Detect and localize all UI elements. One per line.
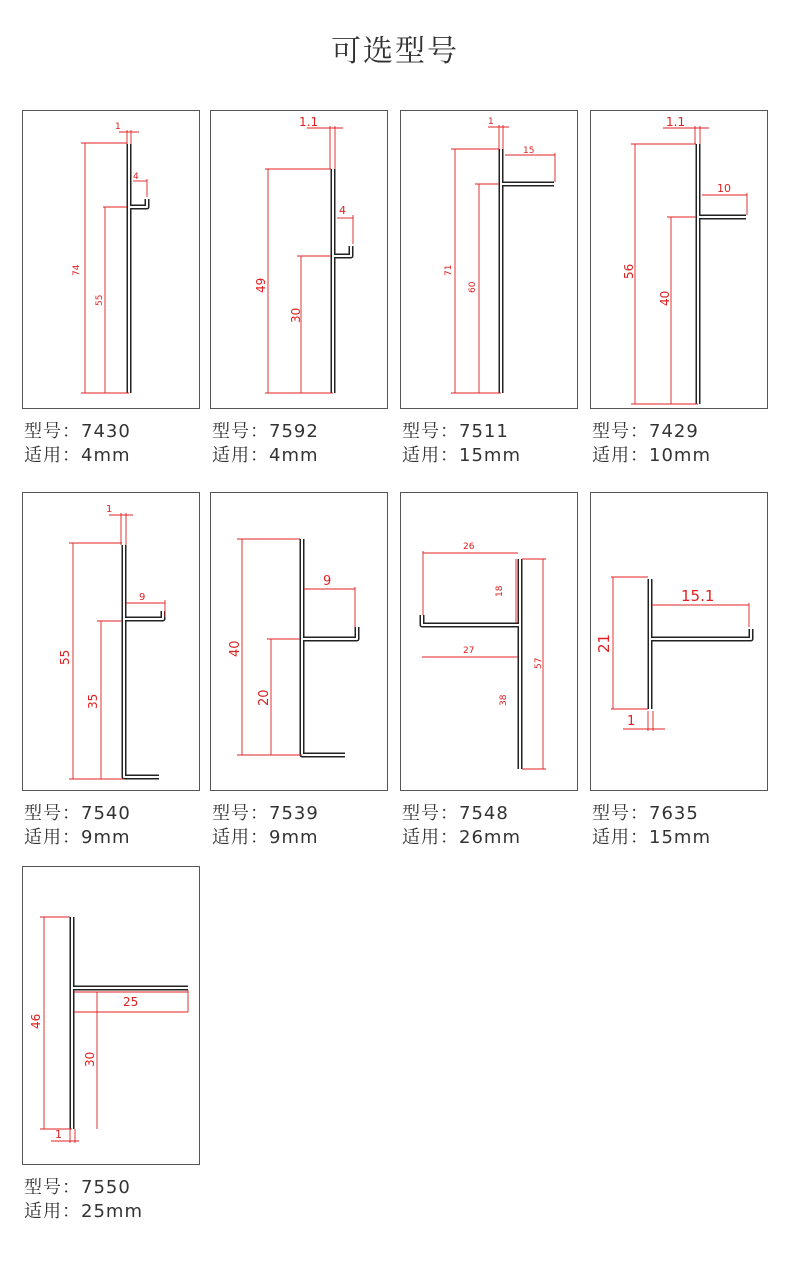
product-caption <box>212 802 319 850</box>
fit-label: 适用： <box>402 445 459 466</box>
fit-size: 25mm <box>81 1201 143 1222</box>
dim-label: 40 <box>228 640 243 657</box>
product-caption <box>592 802 711 850</box>
dim-label: 20 <box>257 689 272 706</box>
model-number: 7635 <box>649 803 699 824</box>
dim-label: 56 <box>622 263 636 279</box>
dim-label: 1 <box>488 117 494 127</box>
dim-label: 18 <box>495 585 505 597</box>
dim-label: 9 <box>323 574 332 589</box>
fit-size: 4mm <box>81 445 131 466</box>
profile-drawing <box>400 492 578 791</box>
dim-label: 15.1 <box>681 587 715 605</box>
profile-diagram-7539 <box>211 493 389 792</box>
dim-label: 35 <box>86 693 100 709</box>
fit-label: 适用： <box>592 827 649 848</box>
fit-size: 9mm <box>269 827 319 848</box>
product-caption <box>402 420 521 468</box>
model-label: 型号： <box>24 1177 81 1198</box>
dim-label: 49 <box>254 277 268 293</box>
model-number: 7592 <box>269 421 319 442</box>
product-caption <box>24 802 131 850</box>
profile-diagram-7511 <box>401 111 579 410</box>
dim-label: 15 <box>523 146 535 156</box>
dim-label: 1.1 <box>666 115 686 129</box>
fit-size: 26mm <box>459 827 521 848</box>
dim-label: 55 <box>58 649 72 665</box>
profile-drawing <box>590 110 768 409</box>
dim-label: 21 <box>595 633 613 653</box>
dim-label: 40 <box>658 290 672 306</box>
profile-diagram-7635 <box>591 493 769 792</box>
dim-label: 74 <box>72 264 82 276</box>
model-label: 型号： <box>592 803 649 824</box>
fit-label: 适用： <box>24 827 81 848</box>
dim-label: 4 <box>133 172 139 182</box>
fit-size: 15mm <box>649 827 711 848</box>
profile-drawing <box>210 110 388 409</box>
profile-diagram-7540 <box>23 493 201 792</box>
dim-label: 4 <box>339 204 346 217</box>
model-label: 型号： <box>24 421 81 442</box>
dim-label: 30 <box>83 1051 97 1067</box>
product-caption <box>24 420 131 468</box>
product-caption <box>592 420 711 468</box>
page-title: 可选型号 <box>331 34 459 69</box>
fit-label: 适用： <box>592 445 649 466</box>
dim-label: 55 <box>95 294 105 306</box>
product-caption <box>402 802 521 850</box>
model-label: 型号： <box>402 421 459 442</box>
model-number: 7540 <box>81 803 131 824</box>
fit-size: 4mm <box>269 445 319 466</box>
model-number: 7430 <box>81 421 131 442</box>
model-number: 7511 <box>459 421 509 442</box>
model-number: 7548 <box>459 803 509 824</box>
profile-diagram-7592 <box>211 111 389 410</box>
fit-label: 适用： <box>24 445 81 466</box>
model-label: 型号： <box>592 421 649 442</box>
model-label: 型号： <box>402 803 459 824</box>
model-label: 型号： <box>212 421 269 442</box>
dim-label: 46 <box>29 1013 43 1029</box>
profile-drawing <box>22 866 200 1165</box>
profile-drawing <box>210 492 388 791</box>
dim-label: 1 <box>55 1128 62 1141</box>
dim-label: 9 <box>139 592 146 603</box>
dim-label: 38 <box>499 694 509 706</box>
dim-label: 27 <box>463 646 475 656</box>
dim-label: 1 <box>115 122 121 132</box>
profile-diagram-7429 <box>591 111 769 410</box>
dim-label: 1.1 <box>299 115 319 129</box>
model-number: 7539 <box>269 803 319 824</box>
dim-label: 10 <box>717 182 731 195</box>
fit-label: 适用： <box>402 827 459 848</box>
dim-label: 1 <box>106 504 113 515</box>
fit-label: 适用： <box>212 445 269 466</box>
fit-size: 9mm <box>81 827 131 848</box>
profile-diagram-7548 <box>401 493 579 792</box>
model-number: 7550 <box>81 1177 131 1198</box>
dim-label: 26 <box>463 542 475 552</box>
profile-drawing <box>590 492 768 791</box>
fit-label: 适用： <box>212 827 269 848</box>
dim-label: 25 <box>123 995 139 1009</box>
dim-label: 30 <box>289 307 303 323</box>
product-caption <box>212 420 319 468</box>
dim-label: 57 <box>534 657 544 669</box>
fit-size: 15mm <box>459 445 521 466</box>
dim-label: 71 <box>444 264 454 276</box>
fit-size: 10mm <box>649 445 711 466</box>
dim-label: 60 <box>468 281 478 293</box>
profile-diagram-7550 <box>23 867 201 1166</box>
profile-diagram-7430 <box>23 111 201 410</box>
profile-drawing <box>400 110 578 409</box>
model-number: 7429 <box>649 421 699 442</box>
model-label: 型号： <box>24 803 81 824</box>
model-label: 型号： <box>212 803 269 824</box>
dim-label: 1 <box>627 714 636 729</box>
profile-drawing <box>22 110 200 409</box>
product-caption <box>24 1176 143 1224</box>
profile-drawing <box>22 492 200 791</box>
fit-label: 适用： <box>24 1201 81 1222</box>
